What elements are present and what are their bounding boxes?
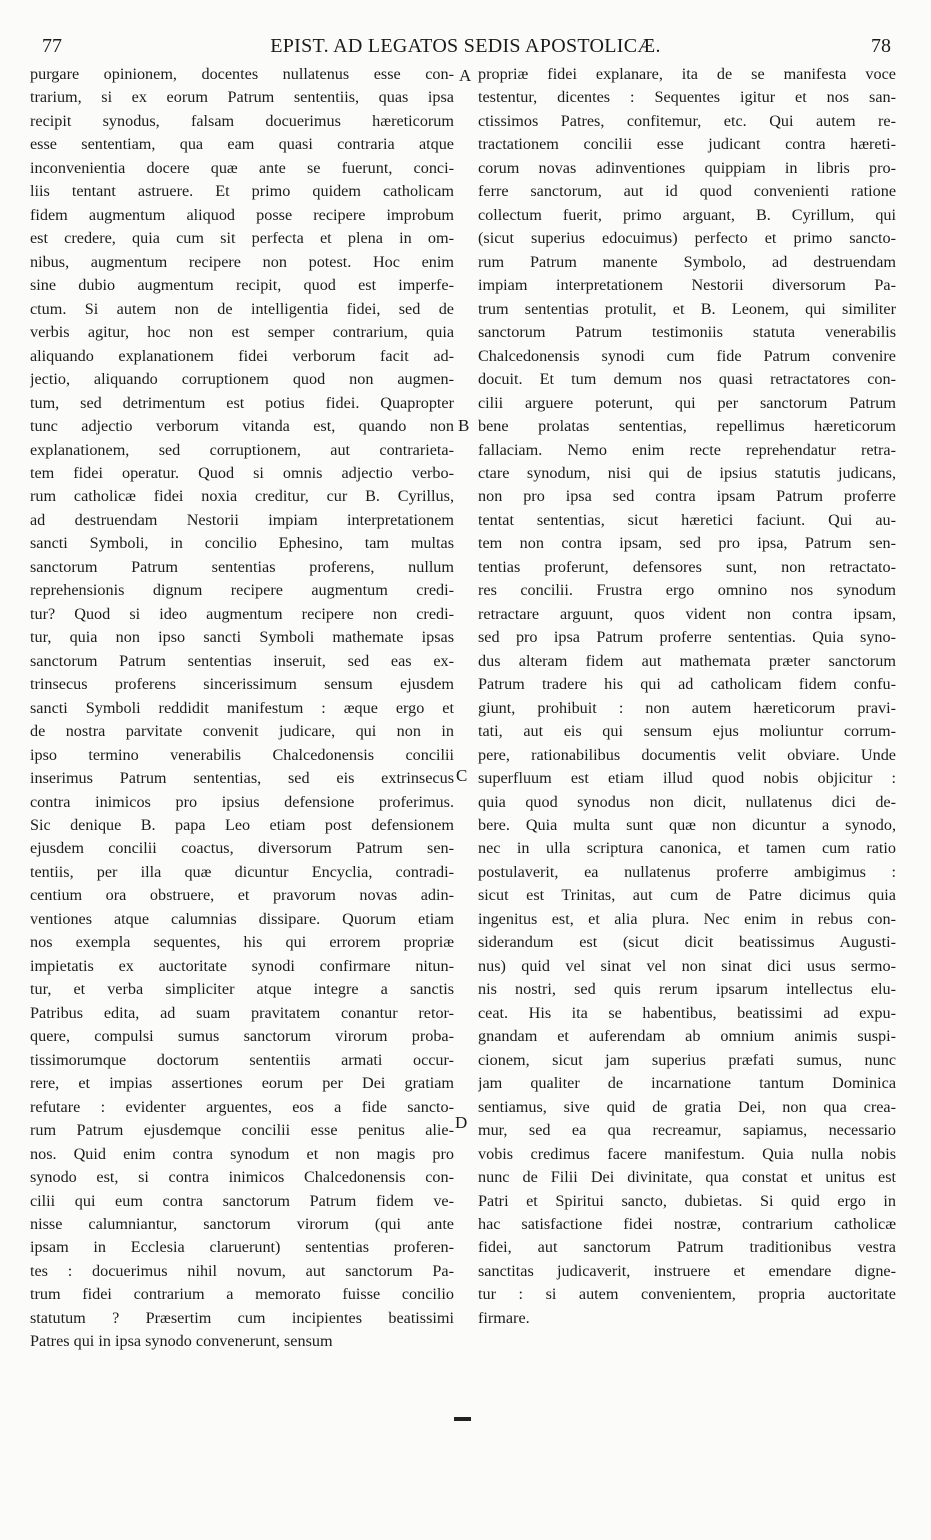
text-line: ipsam in Ecclesia claruerunt) sententias proferen-	[30, 1238, 454, 1257]
margin-marker-d: D	[455, 1113, 468, 1132]
text-line: sicut est Trinitas, aut cum de Patre dicimus quia	[478, 886, 896, 905]
text-line: trum sententias protulit, et B. Leonem, qui similiter	[478, 299, 896, 318]
text-line: cilii arguere poterunt, qui per sanctorum Patrum	[478, 393, 896, 412]
text-line: impiam interpretationem Nestorii diversorum Pa-	[478, 276, 896, 295]
text-line: tem non contra ipsam, sed pro ipsa, Patrum sen-	[478, 534, 896, 553]
text-line: de nostra parvitate convenit judicare, qui non in	[30, 722, 454, 741]
text-line: cilii qui eum contra sanctorum Patrum fidem ve-	[30, 1191, 454, 1210]
page-number-left: 77	[42, 35, 62, 57]
text-line: tati, aut eis qui sensum ejus moliuntur corrum-	[478, 722, 896, 741]
text-line: tentat sententias, sicut hæretici faciunt. Qui au-	[478, 510, 896, 529]
text-line: inconvenientia docere quæ ante se fuerunt, conci-	[30, 158, 454, 177]
text-line: sine dubio augmentum recipit, quod est imperfe-	[30, 276, 454, 295]
text-line: bene prolatas sententias, repellimus hæreticorum	[478, 417, 896, 436]
text-line: rere, et impias assertiones eorum per Dei gratiam	[30, 1074, 454, 1093]
text-line: ferre sanctorum, aut id quod convenienti ratione	[478, 182, 896, 201]
text-line: docuit. Et tum demum nos quasi retractatores con-	[478, 370, 896, 389]
running-title: EPIST. AD LEGATOS SEDIS APOSTOLICÆ.	[270, 35, 661, 57]
text-line: jectio, aliquando corruptionem quod non augmen-	[30, 370, 454, 389]
text-line: collectum fuerit, primo arguant, B. Cyrillum, qui	[478, 205, 896, 224]
text-line: nibus, augmentum recipere non potest. Hoc enim	[30, 252, 454, 271]
text-line: tum, sed detrimentum est potius fidei. Quapropter	[30, 393, 454, 412]
text-line: tissimorumque doctorum sententiis armati occur-	[30, 1050, 454, 1069]
text-line: trinsecus proferens sincerissimum sensum ejusdem	[30, 675, 454, 694]
text-line: tur? Quod si ideo augmentum recipere non credi-	[30, 604, 454, 623]
text-line: aliquando explanationem fidei verborum facit ad-	[30, 346, 454, 365]
text-line: liis tentant astruere. Et primo quidem catholicam	[30, 182, 454, 201]
text-line: quia quod synodus non dicit, nullatenus dici de-	[478, 792, 896, 811]
text-line: synodo est, si contra inimicos Chalcedonensis con-	[30, 1168, 454, 1187]
text-line: nisse calumniantur, sanctorum virorum (qui ante	[30, 1214, 454, 1233]
text-line: ejusdem concilii coactus, diversorum Patrum sen-	[30, 839, 454, 858]
text-line: res concilii. Frustra ergo omnino nos synodum	[478, 581, 896, 600]
text-line: nis nostri, sed quis rerum ipsarum intellectus elu-	[478, 980, 896, 999]
text-line: tunc adjectio verborum vitanda est, quando non	[30, 417, 454, 436]
text-line: non pro ipsa sed contra ipsam Patrum proferre	[478, 487, 896, 506]
text-line: statutum ? Præsertim cum incipientes beatissimi	[30, 1308, 454, 1327]
text-line: cionem, sicut jam superius præfati sumus, nunc	[478, 1050, 896, 1069]
text-line: fidem augmentum aliquod posse recipere improbum	[30, 205, 454, 224]
text-line: trarium, si ex eorum Patrum sententiis, quas ipsa	[30, 88, 454, 107]
text-line: pere, rationabilibus documentis velit obviare. Unde	[478, 745, 896, 764]
text-line: testentur, dicentes : Sequentes igitur et nos san-	[478, 88, 896, 107]
text-line: reprehensionis dignum recipere augmentum credi-	[30, 581, 454, 600]
text-line: ctare synodum, nisi qui de ipsius statutis judicans,	[478, 463, 896, 482]
text-line: retractare arguunt, quos vident non contra ipsam,	[478, 604, 896, 623]
text-line: refutare : evidenter arguentes, eos a fide sancto-	[30, 1097, 454, 1116]
text-line: jam qualiter de incarnatione tantum Dominica	[478, 1074, 896, 1093]
text-line: corum novas adinventiones quippiam in libris pro-	[478, 158, 896, 177]
footer-rule	[454, 1417, 471, 1421]
text-line: rum Patrum ejusdemque concilii esse penitus alie-	[30, 1121, 454, 1140]
text-line: nus) quid vel sinat vel non sinat dici usus sermo-	[478, 956, 896, 975]
text-line: tur, quia non ipso sancti Symboli mathemate ipsas	[30, 628, 454, 647]
text-line: est credere, quia cum sit perfecta et plena in om-	[30, 229, 454, 248]
margin-marker-a: A	[459, 66, 472, 85]
text-line: mur, sed ea qua recreamur, sapiamus, necessario	[478, 1121, 896, 1140]
text-line: superfluum est etiam illud quod nobis objicitur :	[478, 769, 896, 788]
text-line: Patri et Spiritui sancto, dubietas. Si quid ergo in	[478, 1191, 896, 1210]
text-line: ceat. His ita se habentibus, beatissimi ad expu-	[478, 1003, 896, 1022]
margin-marker-c: C	[456, 766, 468, 785]
text-line: sanctorum Patrum sententias inseruit, sed eas ex-	[30, 651, 454, 670]
text-line: explanationem, sed corruptionem, aut contrarieta-	[30, 440, 454, 459]
text-line: nos exempla sequentes, his qui errorem propriæ	[30, 933, 454, 952]
text-line: tentiis, per illa quæ dicuntur Encyclia, contradi-	[30, 862, 454, 881]
text-line: trum fidei contrarium a memorato fuisse concilio	[30, 1285, 454, 1304]
text-line: sed pro ipsa Patrum proferre sententias. Quia syno-	[478, 628, 896, 647]
text-line: inserimus Patrum sententias, sed eis extrinsecus	[30, 769, 454, 788]
text-line: (sicut superius edocuimus) perfecto et primo sancto-	[478, 229, 896, 248]
text-line: sancti Symboli reddidit manifestum : æque ergo et	[30, 698, 454, 717]
text-line: sancti Symboli, in concilio Ephesino, tam multas	[30, 534, 454, 553]
text-line: postulaverit, ea nullatenus proferre ambigimus :	[478, 862, 896, 881]
text-line: nunc de Filii Dei divinitate, qua constat et unitus est	[478, 1168, 896, 1187]
text-line: quere, compulsi sumus sanctorum virorum proba-	[30, 1027, 454, 1046]
right-column	[478, 63, 896, 1330]
text-line: siderandum est (sicut dicit beatissimus Augusti-	[478, 933, 896, 952]
text-line: rum Patrum manente Symbolo, ad destruendam	[478, 252, 896, 271]
margin-marker-b: B	[458, 416, 470, 435]
text-line: fallaciam. Nemo enim recte reprehendatur retra-	[478, 440, 896, 459]
text-line: gnandam et auferendam ab omnium animis suspi-	[478, 1027, 896, 1046]
text-line: centium ora obstruere, et pravorum novas adin-	[30, 886, 454, 905]
text-line: firmare.	[478, 1308, 530, 1327]
text-line: fidei, aut sanctorum Patrum traditionibus vestra	[478, 1238, 896, 1257]
text-line: esse sententiam, qua eam quasi contraria atque	[30, 135, 454, 154]
text-line: tur : si autem convenientem, propria auctoritate	[478, 1285, 896, 1304]
text-line: recipit synodus, falsam docuerimus hæreticorum	[30, 111, 454, 130]
text-line: tur, et verba simpliciter atque integre a sanctis	[30, 980, 454, 999]
text-line: sentiamus, sive quid de gratia Dei, non qua crea-	[478, 1097, 896, 1116]
text-line: ctissimos Patres, confitemur, etc. Qui autem re-	[478, 111, 896, 130]
text-line: ventiones atque calumnias dissipare. Quorum etiam	[30, 909, 454, 928]
text-line: sanctorum Patrum sententias proferens, nullum	[30, 557, 454, 576]
text-line: nec in ulla scriptura canonica, et tamen cum ratio	[478, 839, 896, 858]
text-line: tractationem concilii esse judicant contra hæreti-	[478, 135, 896, 154]
text-line: tes : docuerimus nihil novum, aut sanctorum Pa-	[30, 1261, 454, 1280]
text-line: Patrum tradere his qui ad catholicam fidem confu-	[478, 675, 896, 694]
text-line: tem fidei operatur. Quod si omnis adjectio verbo-	[30, 463, 454, 482]
text-line: Patres qui in ipsa synodo convenerunt, sensum	[30, 1332, 333, 1351]
text-line: ctum. Si autem non de intelligentia fidei, sed de	[30, 299, 454, 318]
text-line: tentias proferunt, defensores sunt, non retractato-	[478, 557, 896, 576]
text-line: sanctorum Patrum testimoniis statuta venerabilis	[478, 323, 896, 342]
page-number-right: 78	[871, 35, 891, 57]
text-line: contra inimicos pro ipsius defensione proferimus.	[30, 792, 454, 811]
text-line: ipso termino venerabilis Chalcedonensis concilii	[30, 745, 454, 764]
text-line: rum catholicæ fidei noxia creditur, cur B. Cyrillus,	[30, 487, 454, 506]
text-line: hac satisfactione fidei nostræ, contrarium catholicæ	[478, 1214, 896, 1233]
text-line: giunt, prohibuit : non autem hæreticorum pravi-	[478, 698, 896, 717]
text-line: Patribus edita, ad suam pravitatem conantur retor-	[30, 1003, 454, 1022]
text-line: sanctitas judicaverit, instruere et emendare digne-	[478, 1261, 896, 1280]
text-line: impietatis ex auctoritate synodi confirmare nitun-	[30, 956, 454, 975]
text-line: ingenitus est, et alia plura. Nec enim in rebus con-	[478, 909, 896, 928]
text-line: nos. Quid enim contra synodum et non magis pro	[30, 1144, 454, 1163]
text-line: dus alteram fidem aut mathemata præter sanctorum	[478, 651, 896, 670]
text-line: Chalcedonensis synodi cum fide Patrum convenire	[478, 346, 896, 365]
text-line: purgare opinionem, docentes nullatenus esse con-	[30, 65, 454, 83]
text-line: Sic denique B. papa Leo etiam post defensionem	[30, 816, 454, 834]
text-line: bere. Quia multa sunt quæ non dicuntur a synodo,	[478, 816, 896, 834]
text-line: propriæ fidei explanare, ita de se manifesta voce	[478, 65, 896, 83]
text-line: ad destruendam Nestorii impiam interpretationem	[30, 510, 454, 529]
text-line: vobis credimus facere manifestum. Quia nulla nobis	[478, 1144, 896, 1163]
text-line: verbis agitur, hoc non est semper contrarium, quia	[30, 323, 454, 342]
left-column	[30, 63, 454, 1354]
